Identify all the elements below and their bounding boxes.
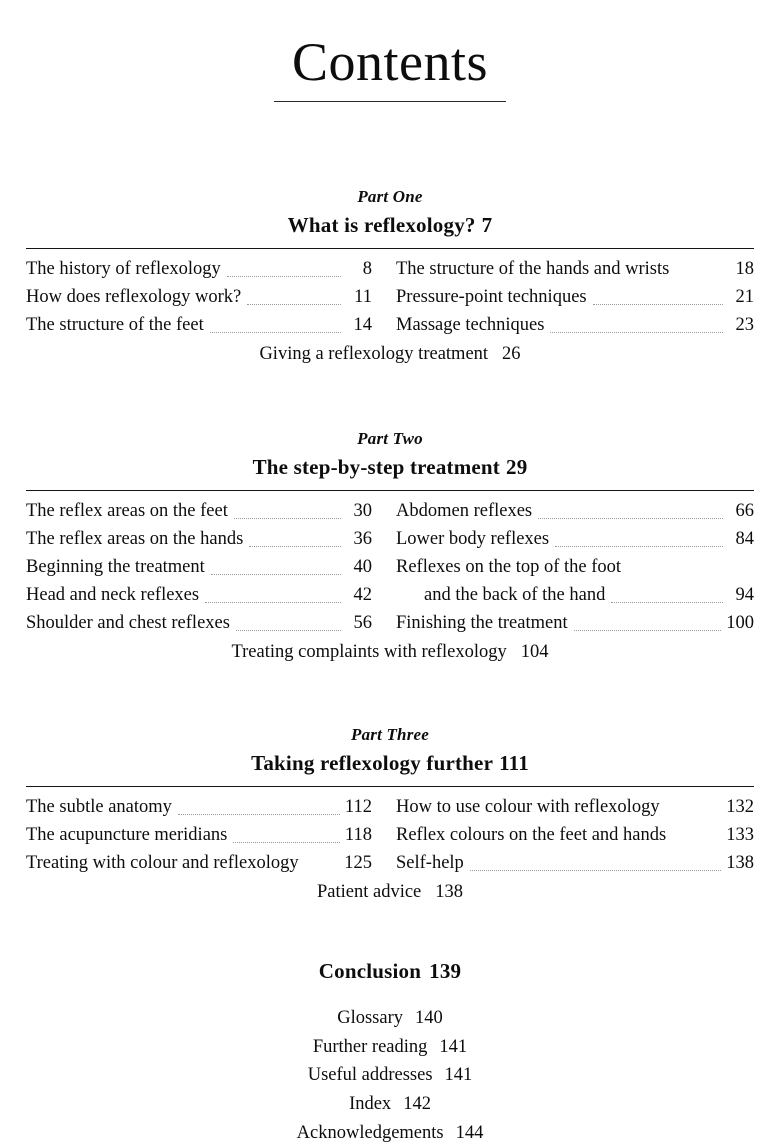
part-three-label: Part Three	[350, 725, 430, 745]
toc-entry[interactable]	[26, 849, 372, 877]
page-title: Contents	[291, 32, 488, 92]
part-three-heading	[26, 751, 754, 776]
leader-dots	[205, 601, 341, 603]
toc-entry-label: How does reflexology work?	[26, 286, 242, 307]
toc-entry[interactable]	[396, 821, 754, 849]
toc-entry-label: Further reading	[312, 1036, 428, 1057]
leader-dots	[305, 870, 340, 871]
toc-entry-label: Lower body reflexes	[396, 528, 550, 549]
toc-entry[interactable]	[396, 525, 754, 553]
toc-entry[interactable]	[396, 255, 754, 283]
leader-dots	[666, 814, 722, 815]
leader-dots	[574, 629, 722, 631]
toc-entry-page: 141	[444, 1065, 473, 1086]
toc-entry[interactable]	[396, 609, 754, 637]
toc-entry-label: Finishing the treatment	[396, 613, 568, 634]
toc-entry-page: 36	[353, 528, 372, 549]
conclusion-section	[26, 959, 754, 1147]
toc-entry[interactable]	[26, 1090, 754, 1119]
toc-entry[interactable]	[26, 553, 372, 581]
part-three-heading-page: 111	[499, 751, 529, 776]
toc-entry-label: The acupuncture meridians	[26, 825, 228, 846]
toc-entry[interactable]	[26, 341, 754, 369]
toc-entry-label: Self-help	[396, 853, 464, 874]
leader-dots	[249, 545, 341, 547]
toc-entry-page: 141	[439, 1036, 468, 1057]
toc-entry[interactable]	[26, 581, 372, 609]
toc-entry-page: 140	[415, 1008, 443, 1029]
part-two-rule	[26, 490, 754, 491]
part-one-heading	[26, 213, 754, 238]
leader-dots	[247, 303, 341, 305]
part-one-entries	[26, 255, 754, 339]
toc-entry[interactable]	[396, 283, 754, 311]
toc-entry-label: Abdomen reflexes	[396, 500, 533, 521]
part-one-heading-text: What is reflexology?	[287, 212, 476, 237]
toc-entry-label: The history of reflexology	[26, 258, 221, 279]
part-one-label: Part One	[357, 186, 423, 206]
part-three-heading-text: Taking reflexology further	[251, 751, 494, 776]
toc-entry-page: 132	[726, 797, 754, 818]
toc-entry-page: 94	[735, 585, 754, 606]
conclusion-heading-text: Conclusion	[318, 959, 422, 984]
toc-entry-label: The structure of the hands and wrists	[396, 258, 670, 279]
leader-dots	[672, 842, 721, 843]
toc-entry[interactable]	[26, 879, 754, 907]
part-two-entries	[26, 497, 754, 638]
part-three-section	[26, 725, 754, 907]
toc-entry-page: 142	[403, 1094, 431, 1115]
toc-entry-label: How to use colour with reflexology	[396, 797, 660, 818]
toc-entry[interactable]	[26, 283, 372, 311]
conclusion-heading-page: 139	[429, 959, 462, 984]
part-one-right-column	[390, 255, 754, 339]
toc-entry-label: Treating complaints with reflexology	[231, 642, 507, 663]
toc-entry-page: 138	[435, 882, 464, 903]
leader-dots	[234, 517, 341, 519]
toc-entry[interactable]	[396, 553, 754, 581]
part-two-right-column	[390, 497, 754, 638]
toc-entry-page: 100	[726, 613, 754, 634]
toc-entry-page: 23	[735, 314, 754, 335]
toc-entry-label: Pressure-point techniques	[396, 286, 587, 307]
toc-entry-label: The reflex areas on the feet	[26, 500, 228, 521]
toc-entry[interactable]	[26, 821, 372, 849]
toc-entry[interactable]	[396, 793, 754, 821]
toc-entry-label: Useful addresses	[307, 1065, 433, 1086]
leader-dots	[538, 517, 723, 519]
toc-entry-label: Reflex colours on the feet and hands	[396, 825, 667, 846]
toc-entry[interactable]	[26, 497, 372, 525]
toc-entry[interactable]	[26, 639, 754, 667]
leader-dots	[236, 629, 341, 631]
toc-entry-label: The subtle anatomy	[26, 797, 172, 818]
leader-dots	[210, 331, 341, 333]
part-three-right-column	[390, 793, 754, 877]
toc-entry-page: 133	[726, 825, 754, 846]
toc-entry[interactable]	[26, 793, 372, 821]
toc-entry-page: 66	[735, 500, 754, 521]
toc-entry-label: and the back of the hand	[424, 585, 606, 606]
toc-entry-page: 21	[735, 286, 754, 307]
part-two-heading-text: The step-by-step treatment	[252, 454, 501, 479]
toc-entry-page: 26	[502, 344, 521, 365]
toc-entry-page: 11	[354, 286, 372, 307]
part-two-heading-page: 29	[506, 454, 528, 479]
toc-entry-label: Acknowledgements	[296, 1122, 444, 1143]
toc-entry-continuation[interactable]	[396, 581, 754, 609]
toc-entry-label: The reflex areas on the hands	[26, 528, 244, 549]
part-one-section	[26, 187, 754, 369]
toc-entry-label: Giving a reflexology treatment	[259, 344, 489, 365]
toc-entry-page: 84	[735, 528, 754, 549]
toc-entry[interactable]	[26, 1004, 754, 1033]
part-two-left-column	[26, 497, 390, 638]
part-three-left-column	[26, 793, 390, 877]
leader-dots	[555, 545, 723, 547]
toc-entry[interactable]	[396, 849, 754, 877]
toc-entry-label: Treating with colour and reflexology	[26, 853, 299, 874]
part-one-rule	[26, 248, 754, 249]
toc-entry[interactable]	[26, 1119, 754, 1148]
part-three-rule	[26, 786, 754, 787]
toc-entry-label: Patient advice	[316, 882, 422, 903]
leader-dots	[611, 601, 723, 603]
leader-dots	[550, 331, 723, 333]
leader-dots	[675, 276, 723, 277]
toc-entry[interactable]	[26, 311, 372, 339]
conclusion-heading[interactable]	[26, 959, 754, 984]
toc-entry-label: Massage techniques	[396, 314, 545, 335]
toc-entry-label: Beginning the treatment	[26, 556, 205, 577]
toc-entry-page: 40	[353, 556, 372, 577]
toc-entry-label: Glossary	[337, 1008, 404, 1029]
leader-dots	[227, 275, 341, 277]
toc-entry[interactable]	[26, 1033, 754, 1062]
toc-entry-page: 18	[735, 258, 754, 279]
toc-entry-label: Head and neck reflexes	[26, 585, 200, 606]
toc-entry-page: 144	[455, 1122, 484, 1143]
toc-entry-page: 8	[362, 258, 372, 279]
toc-entry-page: 118	[344, 825, 372, 846]
part-two-label: Part Two	[357, 428, 423, 448]
toc-entry-label: Index	[349, 1094, 392, 1115]
leader-dots	[233, 841, 340, 843]
toc-entry-page: 104	[520, 642, 549, 663]
toc-entry-page: 138	[726, 853, 754, 874]
toc-entry[interactable]	[396, 311, 754, 339]
toc-entry[interactable]	[26, 609, 372, 637]
part-one-heading-page: 7	[481, 212, 493, 237]
leader-dots	[211, 573, 341, 575]
toc-entry[interactable]	[26, 525, 372, 553]
part-one-left-column	[26, 255, 390, 339]
toc-entry-label: Shoulder and chest reflexes	[26, 613, 230, 634]
toc-entry[interactable]	[396, 497, 754, 525]
toc-entry-label: Reflexes on the top of the foot	[396, 556, 622, 577]
toc-entry-label: The structure of the feet	[26, 314, 204, 335]
leader-dots	[470, 869, 721, 871]
toc-entry-page: 30	[353, 500, 372, 521]
part-three-entries	[26, 793, 754, 877]
leader-dots	[178, 813, 340, 815]
page-title-block	[26, 0, 754, 102]
toc-entry-page: 112	[344, 797, 372, 818]
leader-dots	[627, 574, 723, 575]
part-two-section	[26, 429, 754, 667]
conclusion-list	[26, 1004, 754, 1147]
toc-entry-page: 42	[353, 585, 372, 606]
toc-entry[interactable]	[26, 1061, 754, 1090]
leader-dots	[593, 303, 723, 305]
part-two-heading	[26, 455, 754, 480]
toc-entry-page: 56	[353, 613, 372, 634]
toc-entry[interactable]	[26, 255, 372, 283]
title-underline	[274, 101, 506, 102]
toc-entry-page: 14	[353, 314, 372, 335]
toc-entry-page: 125	[344, 853, 372, 874]
